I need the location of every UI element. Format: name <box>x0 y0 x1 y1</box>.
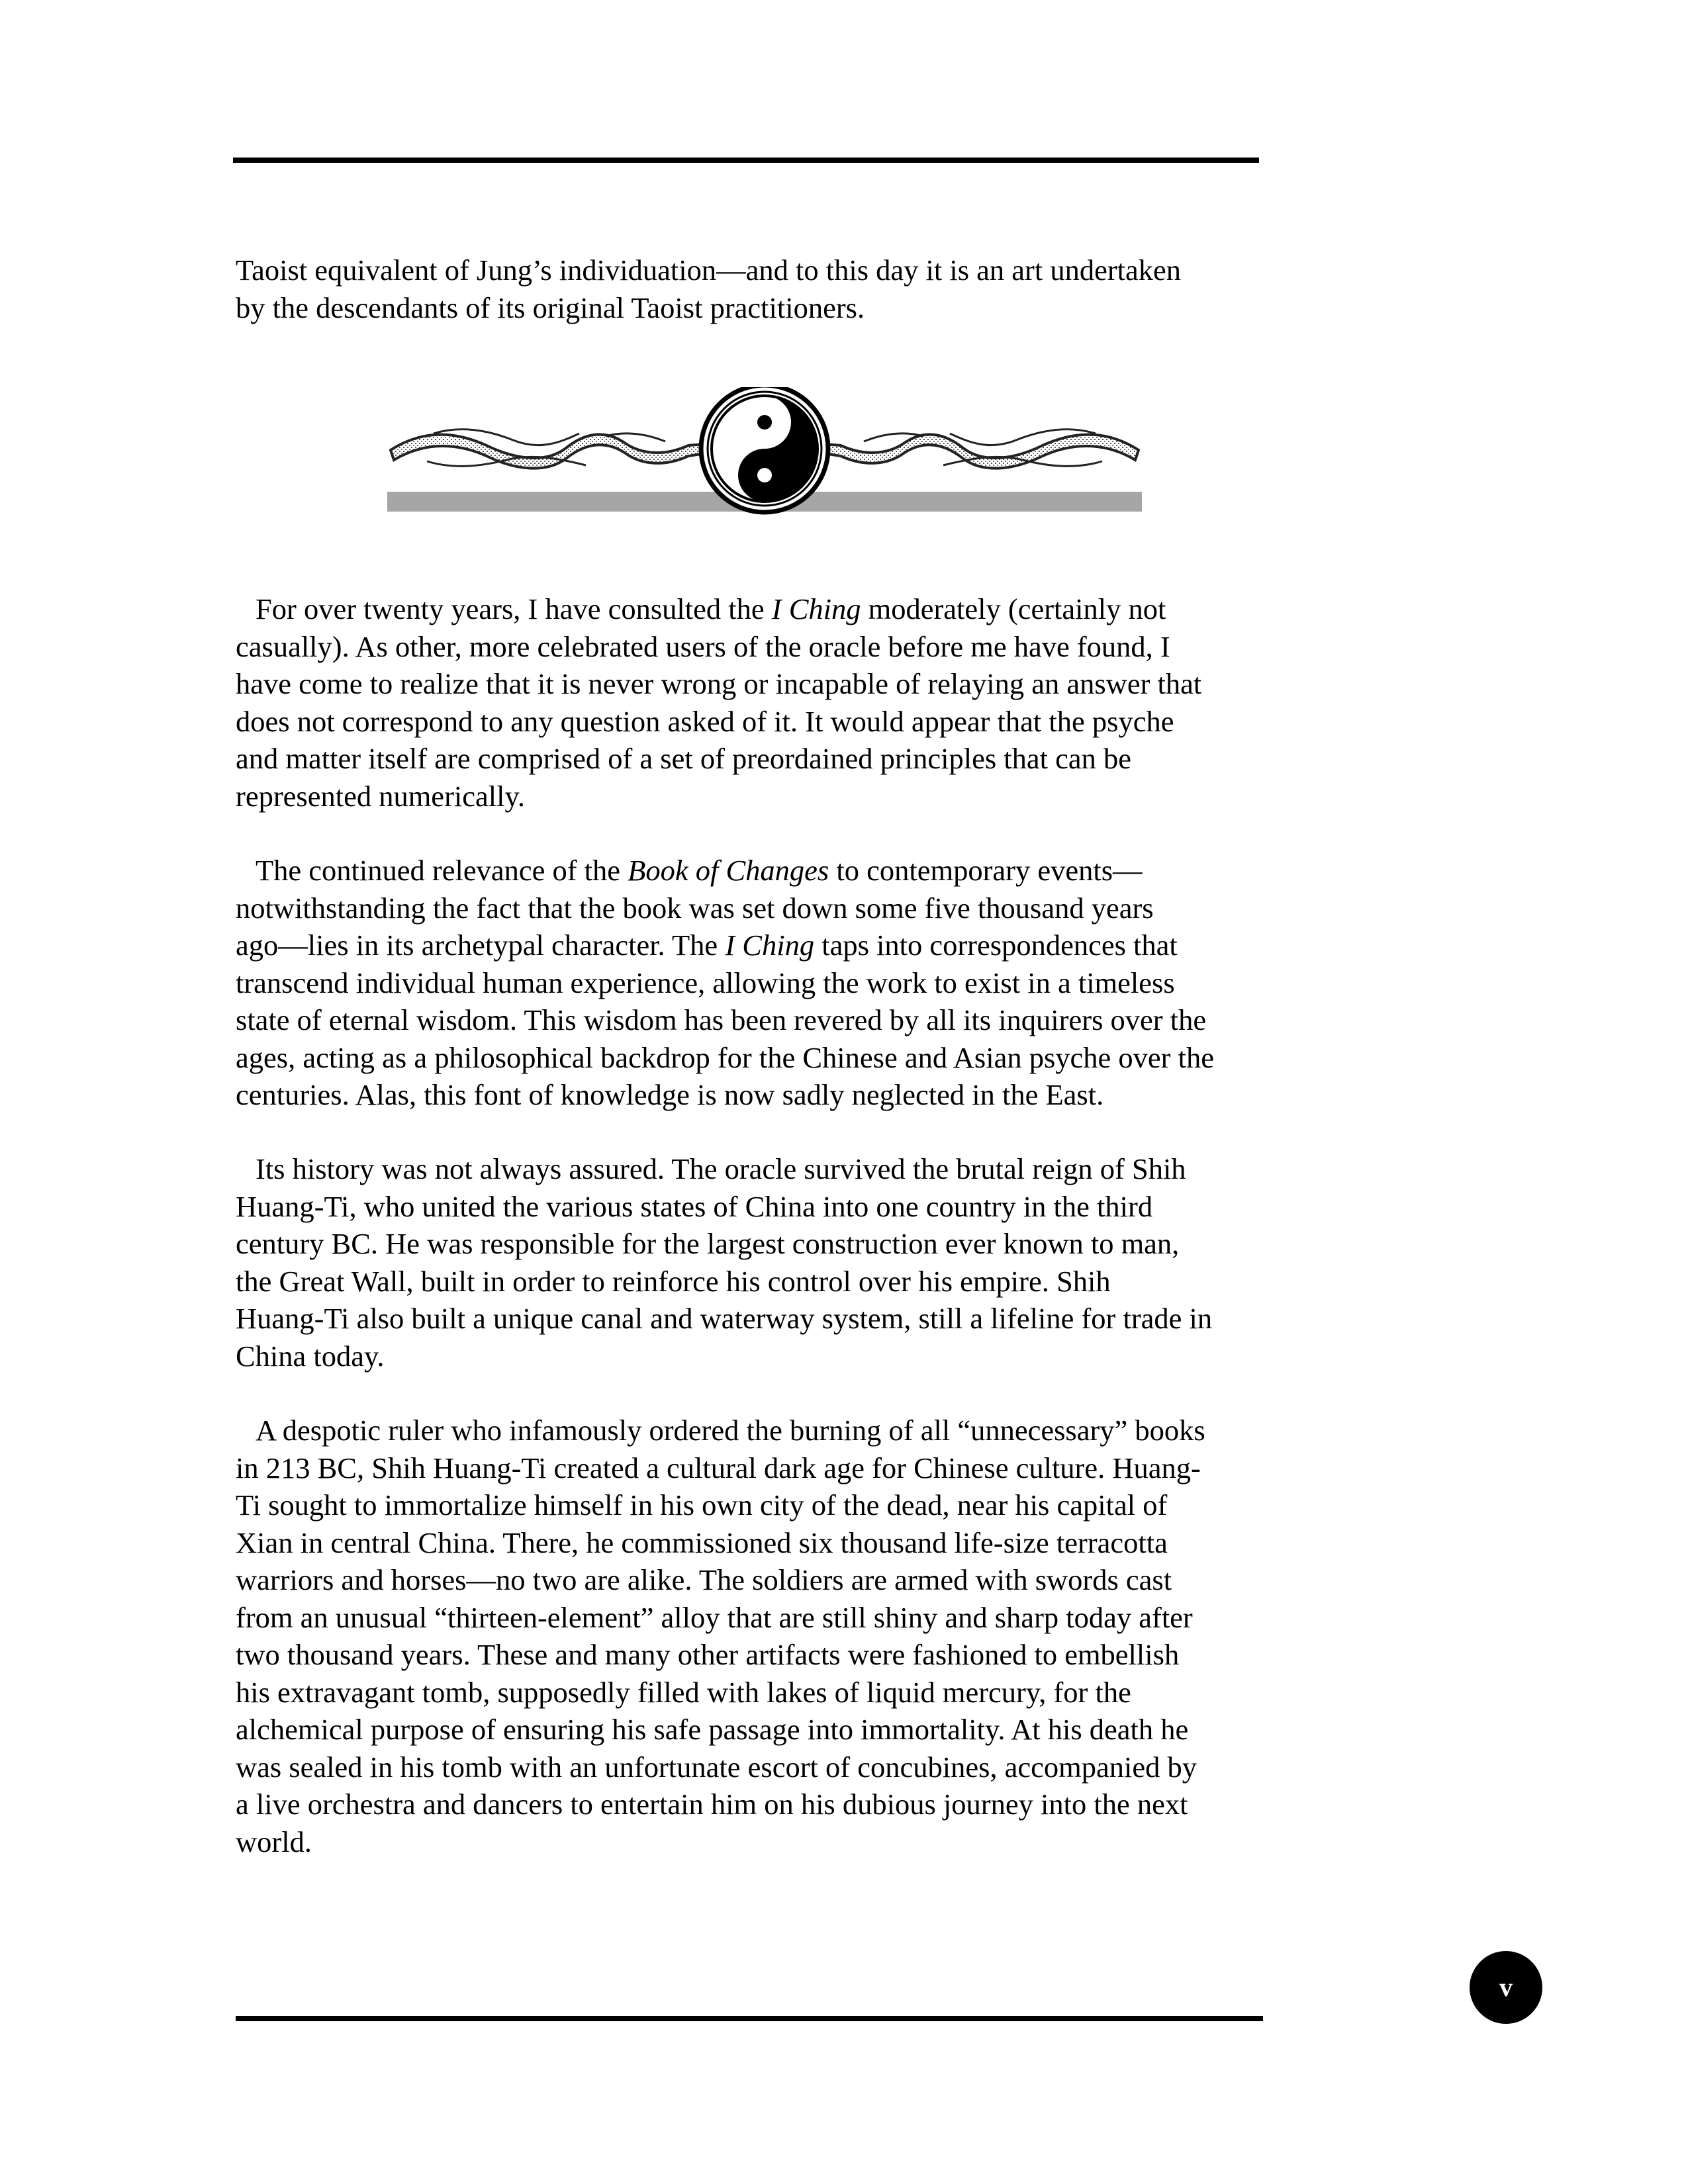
text-line: casually). As other, more celebrated users of the oracle before me have found, I <box>236 629 1170 663</box>
text-line: Its history was not always assured. The oracle survived the brutal reign of Shih <box>256 1152 1186 1185</box>
text-line: notwithstanding the fact that the book was set down some five thousand years <box>236 891 1154 925</box>
text-line: in 213 BC, Shih Huang-Ti created a cultural dark age for Chinese culture. Huang- <box>236 1451 1201 1484</box>
text-line: and matter itself are comprised of a set of preordained principles that can be <box>236 742 1131 775</box>
text-line: his extravagant tomb, supposedly filled with lakes of liquid mercury, for the <box>236 1675 1131 1709</box>
text-line: have come to realize that it is never wrong or incapable of relaying an answer that <box>236 667 1202 700</box>
right-ribbon <box>824 430 1139 469</box>
text-line: state of eternal wisdom. This wisdom has been revered by all its inquirers over the <box>236 1003 1207 1036</box>
text-run: The continued relevance of the <box>256 854 628 887</box>
paragraph-3 <box>236 1150 1268 1375</box>
text-line: was sealed in his tomb with an unfortunate escort of concubines, accompanied by <box>236 1750 1197 1784</box>
text-line: centuries. Alas, this font of knowledge is now sadly neglected in the East. <box>236 1078 1104 1111</box>
text-line: century BC. He was responsible for the largest construction ever known to man, <box>236 1227 1180 1260</box>
yin-yang-icon <box>701 387 828 512</box>
italic-title: I Ching <box>725 929 815 962</box>
yin-yang-ornament <box>387 387 1142 520</box>
text-line <box>236 852 1268 889</box>
text-line: the Great Wall, built in order to reinforce his control over his empire. Shih <box>236 1264 1111 1298</box>
text-line: Taoist equivalent of Jung’s individuation—and to this day it is an art undertaken <box>236 253 1182 287</box>
text-line: China today. <box>236 1339 385 1373</box>
text-line: A despotic ruler who infamously ordered the burning of all “unnecessary” books <box>256 1414 1205 1447</box>
bottom-rule <box>236 2016 1263 2021</box>
text-line: Huang-Ti, who united the various states of China into one country in the third <box>236 1189 1153 1223</box>
text-line: by the descendants of its original Taoist practitioners. <box>236 291 865 324</box>
text-run: taps into correspondences that <box>814 929 1178 962</box>
text-line: Xian in central China. There, he commissioned six thousand life-size terracotta <box>236 1525 1168 1559</box>
top-rule <box>233 158 1259 163</box>
italic-title: I Ching <box>771 592 861 625</box>
text-line: transcend individual human experience, allowing the work to exist in a timeless <box>236 966 1175 999</box>
text-line: world. <box>236 1825 312 1858</box>
text-line: ages, acting as a philosophical backdrop for the Chinese and Asian psyche over the <box>236 1040 1214 1074</box>
text-run: moderately (certainly not <box>861 592 1166 625</box>
text-run: For over twenty years, I have consulted the <box>256 592 772 625</box>
text-line <box>236 590 1268 628</box>
text-run: ago—lies in its archetypal character. The <box>236 929 726 962</box>
paragraph-2 <box>236 852 1268 1114</box>
text-line: Ti sought to immortalize himself in his own city of the dead, near his capital of <box>236 1488 1168 1522</box>
text-line: from an unusual “thirteen-element” alloy that are still shiny and sharp today after <box>236 1600 1193 1634</box>
paragraph-4 <box>236 1412 1268 1860</box>
page-number-badge: v <box>1470 1951 1542 2024</box>
text-line: warriors and horses—no two are alike. The soldiers are armed with swords cast <box>236 1563 1172 1596</box>
lead-paragraph <box>236 251 1268 326</box>
text-line: alchemical purpose of ensuring his safe passage into immortality. At his death he <box>236 1713 1189 1746</box>
text-line <box>236 927 1268 964</box>
text-run: to contemporary events— <box>829 854 1143 887</box>
text-line: does not correspond to any question asked of it. It would appear that the psyche <box>236 704 1174 738</box>
left-ribbon <box>391 430 705 469</box>
text-line: Huang-Ti also built a unique canal and waterway system, still a lifeline for trade in <box>236 1302 1213 1335</box>
italic-title: Book of Changes <box>628 854 829 887</box>
paragraph-1 <box>236 590 1268 815</box>
text-line: represented numerically. <box>236 779 525 813</box>
text-line: two thousand years. These and many other artifacts were fashioned to embellish <box>236 1638 1180 1671</box>
text-line: a live orchestra and dancers to entertain him on his dubious journey into the next <box>236 1788 1188 1821</box>
